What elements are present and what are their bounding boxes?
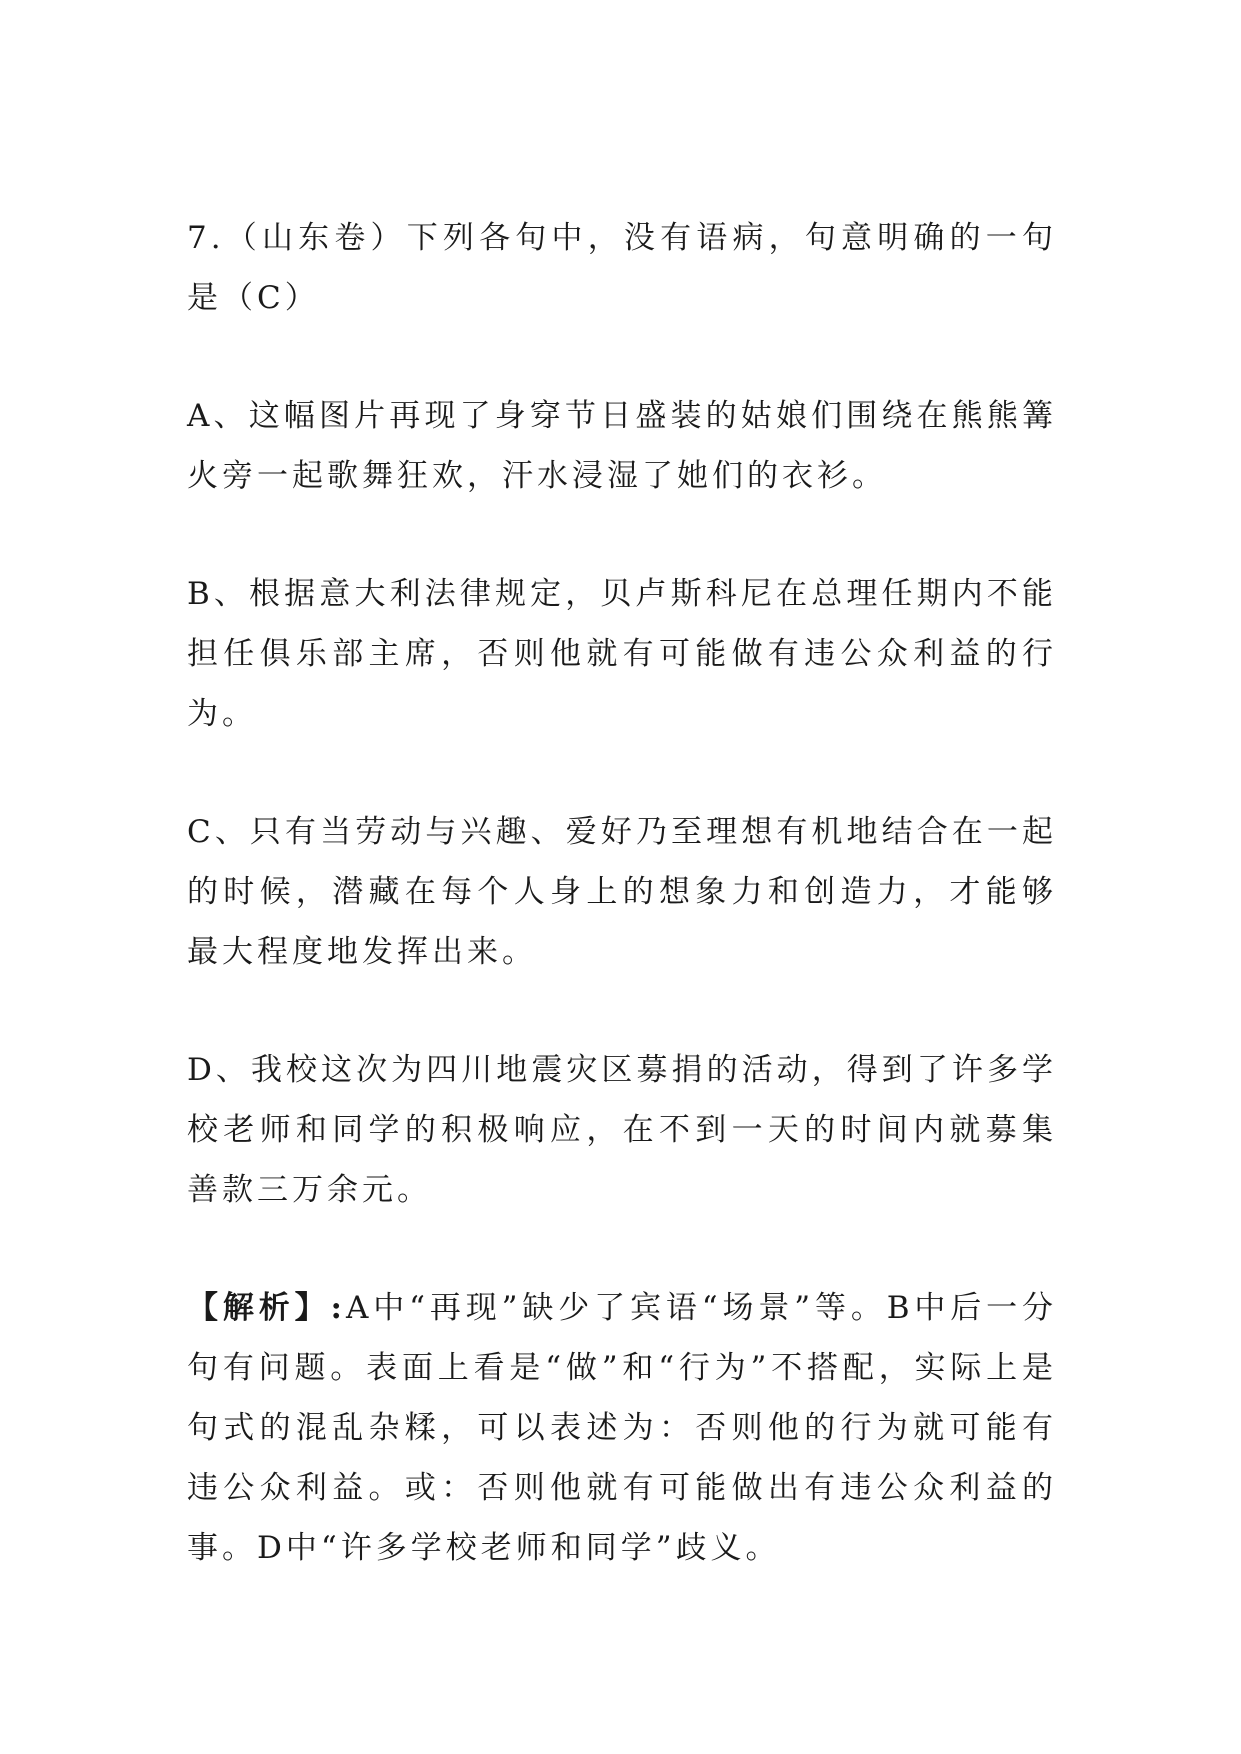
option-d: D、我校这次为四川地震灾区募捐的活动，得到了许多学校老师和同学的积极响应，在不到一天的时间内就募集善款三万余元。 (187, 1052, 1057, 1208)
option-b: B、根据意大利法律规定，贝卢斯科尼在总理任期内不能担任俱乐部主席，否则他就有可能做有违公众利益的行为。 (187, 576, 1057, 732)
analysis-text: A中“再现”缺少了宾语“场景”等。B中后一分句有问题。表面上看是“做”和“行为”不搭配，实际上是句式的混乱杂糅，可以表述为：否则他的行为就可能有违公众利益。或：否则他就有可能做出有违公众利益的事。D中“许多学校老师和同学”歧义。 (187, 1290, 1057, 1566)
question-stem: 7.（山东卷）下列各句中，没有语病，句意明确的一句是（C） (187, 220, 1057, 316)
document-content (187, 208, 1057, 1578)
analysis-label: 【解析】: (187, 1290, 346, 1326)
option-c: C、只有当劳动与兴趣、爱好乃至理想有机地结合在一起的时候，潜藏在每个人身上的想象力和创造力，才能够最大程度地发挥出来。 (187, 814, 1057, 970)
option-a: A、这幅图片再现了身穿节日盛装的姑娘们围绕在熊熊篝火旁一起歌舞狂欢，汗水浸湿了她们的衣衫。 (187, 398, 1057, 494)
analysis-paragraph (187, 1278, 1057, 1578)
